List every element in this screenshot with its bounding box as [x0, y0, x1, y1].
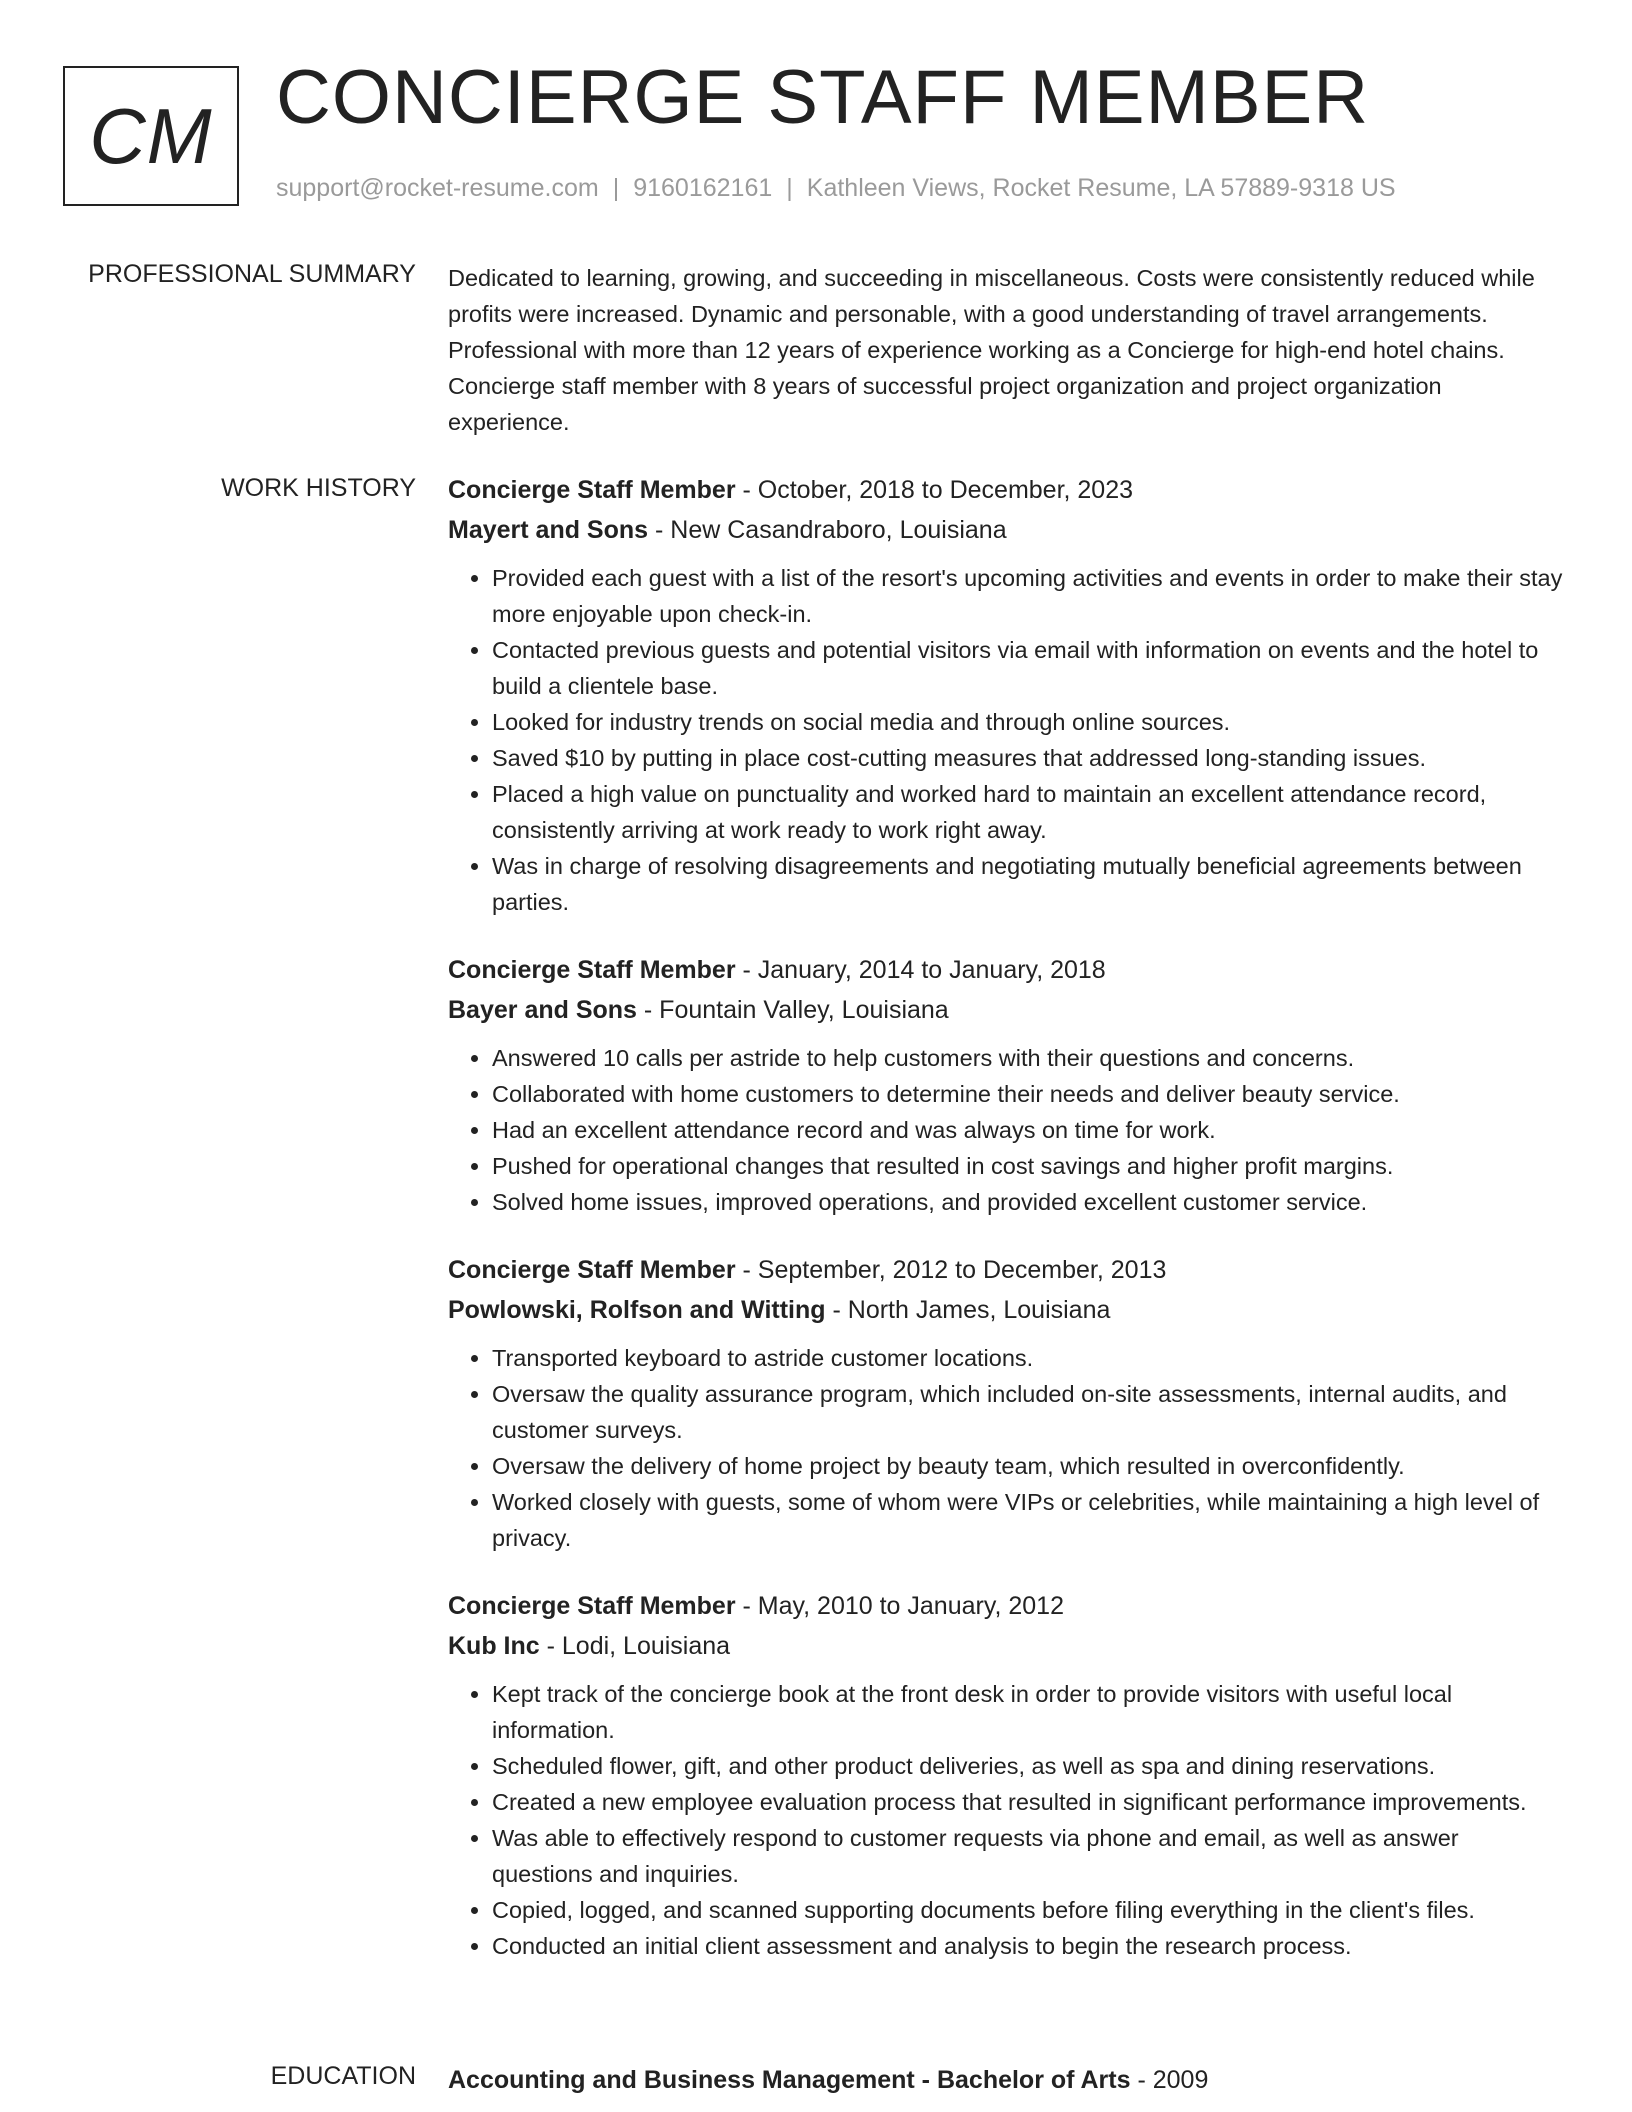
job-bullet: • Was able to effectively respond to customer requests via phone and email, as well as answer questions and inquiries.: [492, 1820, 1563, 1892]
job-bullet-list: [448, 1340, 1563, 1556]
education-body: [448, 2060, 1563, 2100]
summary-label: PROFESSIONAL SUMMARY: [88, 260, 416, 288]
job-bullet-list: [448, 1040, 1563, 1220]
education-year: - 2009: [1130, 2066, 1209, 2094]
education-label: EDUCATION: [270, 2062, 416, 2090]
job-title: Concierge Staff Member: [448, 1256, 736, 1284]
job-bullet: • Worked closely with guests, some of whom were VIPs or celebrities, while maintaining a high level of privacy.: [492, 1484, 1563, 1556]
job-bullet: • Looked for industry trends on social media and through online sources.: [492, 704, 1563, 740]
job-company-line: [448, 1290, 1563, 1330]
job-bullet: • Pushed for operational changes that resulted in cost savings and higher profit margins.: [492, 1148, 1563, 1184]
job-title: Concierge Staff Member: [448, 476, 736, 504]
job-title: Concierge Staff Member: [448, 1592, 736, 1620]
job-company: Kub Inc: [448, 1632, 540, 1660]
job-title: Concierge Staff Member: [448, 956, 736, 984]
job-title-line: [448, 1250, 1563, 1290]
contact-email[interactable]: support@rocket-resume.com: [276, 174, 599, 202]
contact-separator: |: [786, 174, 793, 202]
job-location: - Lodi, Louisiana: [539, 1632, 731, 1660]
job-title-line: [448, 470, 1563, 510]
job-entry: [448, 470, 1563, 920]
job-bullet: • Kept track of the concierge book at the front desk in order to provide visitors with useful local information.: [492, 1676, 1563, 1748]
job-company-line: [448, 990, 1563, 1030]
education-line: [448, 2060, 1563, 2100]
job-dates: - October, 2018 to December, 2023: [735, 476, 1134, 504]
job-bullet: • Transported keyboard to astride customer locations.: [492, 1340, 1563, 1376]
job-dates: - January, 2014 to January, 2018: [735, 956, 1106, 984]
education-degree: Accounting and Business Management - Bachelor of Arts: [448, 2066, 1131, 2094]
job-location: - Fountain Valley, Louisiana: [636, 996, 949, 1024]
job-bullet: • Solved home issues, improved operations, and provided excellent customer service.: [492, 1184, 1563, 1220]
job-location: - New Casandraboro, Louisiana: [648, 516, 1007, 544]
job-bullet: • Answered 10 calls per astride to help customers with their questions and concerns.: [492, 1040, 1563, 1076]
job-dates: - May, 2010 to January, 2012: [735, 1592, 1064, 1620]
job-company-line: [448, 510, 1563, 550]
contact-address: Kathleen Views, Rocket Resume, LA 57889-9318 US: [806, 174, 1396, 202]
work-history-label: WORK HISTORY: [221, 474, 416, 502]
job-entry: [448, 1250, 1563, 1556]
job-bullet-list: [448, 560, 1563, 920]
job-bullet: • Oversaw the quality assurance program, which included on-site assessments, internal audits, and customer surveys.: [492, 1376, 1563, 1448]
job-title-line: [448, 950, 1563, 990]
job-bullet: • Collaborated with home customers to determine their needs and deliver beauty service.: [492, 1076, 1563, 1112]
job-location: - North James, Louisiana: [825, 1296, 1111, 1324]
contact-line: [276, 174, 1396, 203]
job-bullet: • Saved $10 by putting in place cost-cutting measures that addressed long-standing issues.: [492, 740, 1563, 776]
job-dates: - September, 2012 to December, 2013: [735, 1256, 1167, 1284]
job-bullet: • Had an excellent attendance record and was always on time for work.: [492, 1112, 1563, 1148]
job-entry: [448, 950, 1563, 1220]
resume-title: CONCIERGE STAFF MEMBER: [276, 55, 1370, 140]
contact-phone[interactable]: 9160162161: [633, 174, 773, 202]
job-bullet: • Placed a high value on punctuality and worked hard to maintain an excellent attendance record, consistently arriving at work ready to work right away.: [492, 776, 1563, 848]
job-title-line: [448, 1586, 1563, 1626]
job-bullet-list: [448, 1676, 1563, 1964]
job-bullet: • Conducted an initial client assessment and analysis to begin the research process.: [492, 1928, 1563, 1964]
summary-text: Dedicated to learning, growing, and succeeding in miscellaneous. Costs were consistently reduced while profits were increased. Dynamic and personable, with a good understanding of travel arrangements. Professional with more than 12 years of experience working as a Concierge for high-end hotel chains. Concierge staff member with 8 years of successful project organization and project organization experience.: [448, 265, 1535, 435]
job-bullet: • Contacted previous guests and potential visitors via email with information on events and the hotel to build a clientele base.: [492, 632, 1563, 704]
monogram-initials: CM: [89, 91, 213, 180]
job-bullet: • Provided each guest with a list of the resort's upcoming activities and events in order to make their stay more enjoyable upon check-in.: [492, 560, 1563, 632]
job-entry: [448, 1586, 1563, 1964]
summary-body: [448, 260, 1563, 440]
job-bullet: • Oversaw the delivery of home project by beauty team, which resulted in overconfidently.: [492, 1448, 1563, 1484]
monogram-badge: [63, 66, 239, 206]
contact-separator: |: [612, 174, 620, 202]
job-company: Bayer and Sons: [448, 996, 637, 1024]
job-bullet: • Was in charge of resolving disagreements and negotiating mutually beneficial agreements between parties.: [492, 848, 1563, 920]
job-company: Mayert and Sons: [448, 516, 649, 544]
job-bullet: • Scheduled flower, gift, and other product deliveries, as well as spa and dining reservations.: [492, 1748, 1563, 1784]
job-company-line: [448, 1626, 1563, 1666]
job-bullet: • Created a new employee evaluation process that resulted in significant performance improvements.: [492, 1784, 1563, 1820]
job-bullet: • Copied, logged, and scanned supporting documents before filing everything in the client's files.: [492, 1892, 1563, 1928]
job-company: Powlowski, Rolfson and Witting: [448, 1296, 826, 1324]
work-history-body: [448, 470, 1563, 1994]
